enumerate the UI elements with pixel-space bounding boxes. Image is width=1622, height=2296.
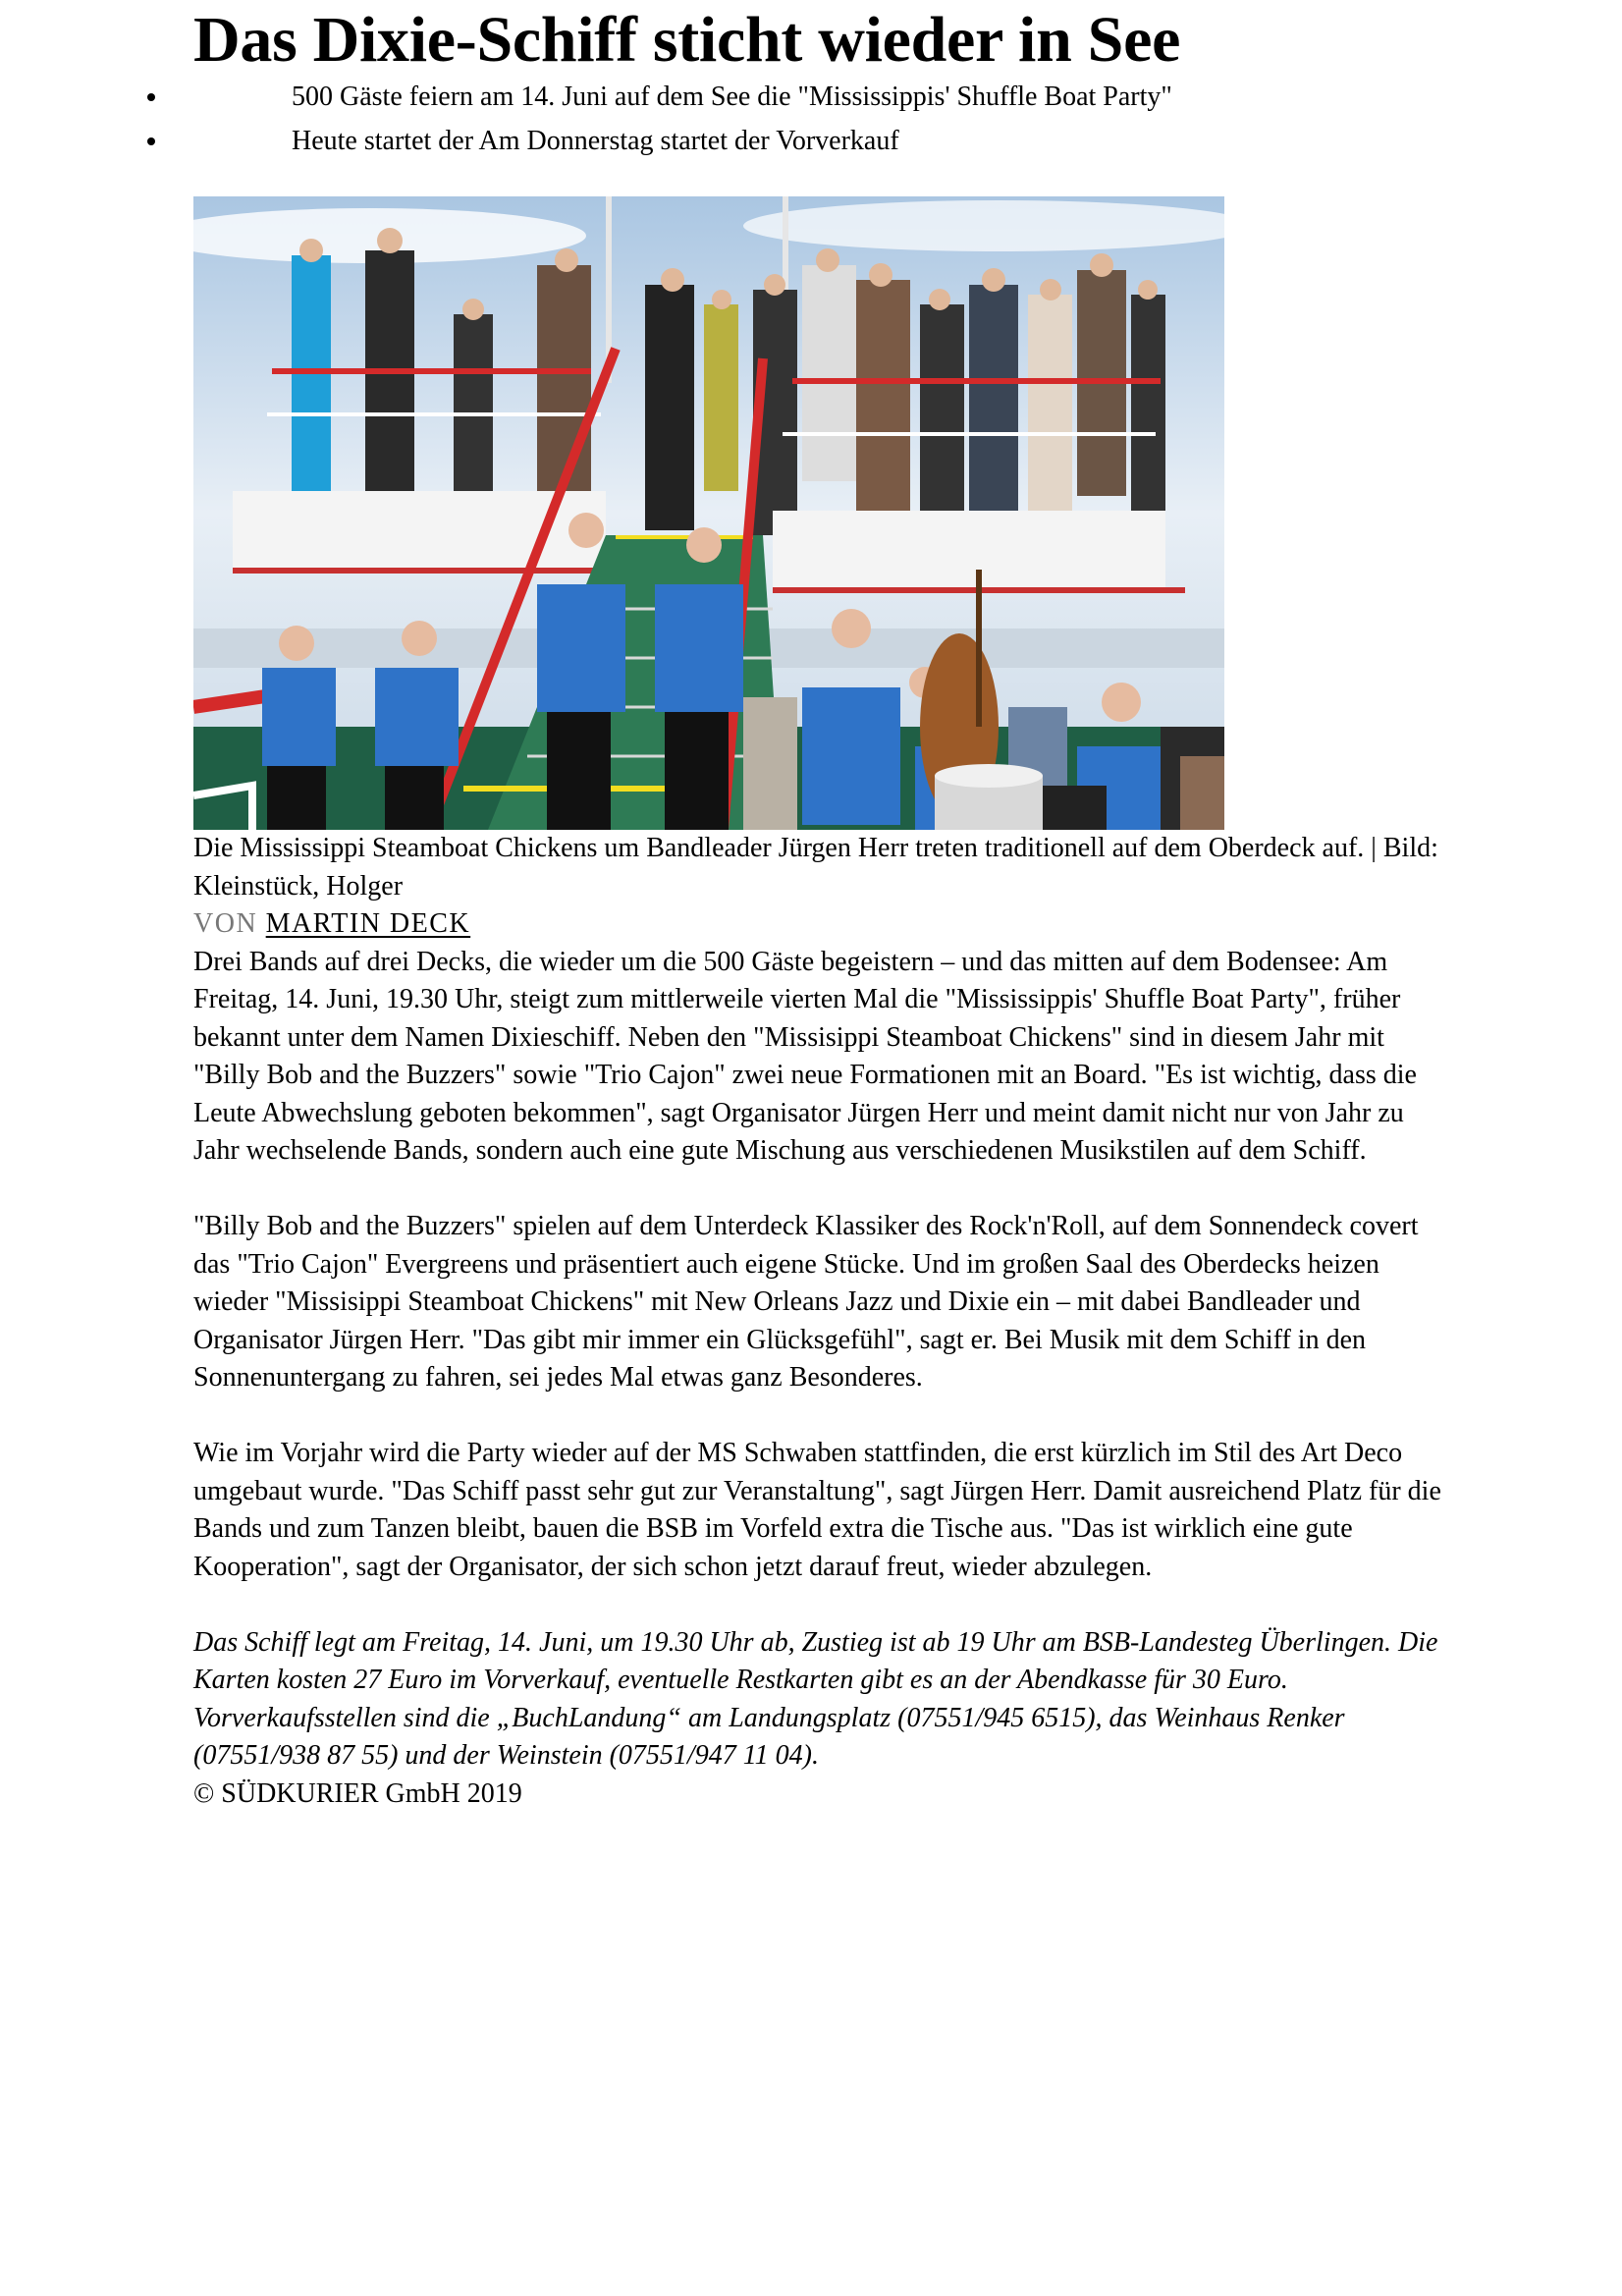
- photo-caption: Die Mississippi Steamboat Chickens um Bandleader Jürgen Herr treten traditionell auf dem Oberdeck auf. | Bild: Kleinstück, Holger: [193, 833, 1438, 902]
- author-link[interactable]: MARTIN DECK: [265, 908, 471, 939]
- article-photo: [193, 196, 1224, 830]
- info-box: Das Schiff legt am Freitag, 14. Juni, um 19.30 Uhr ab, Zustieg ist ab 19 Uhr am BSB-Landesteg Überlingen. Die Karten kosten 27 Euro im Vorverkauf, eventuelle Restkarten gibt es an der Abendkasse für 30 Euro. Vorverkaufsstellen sind die „BuchLandung“ am Landungsplatz (07551/945 6515), das Weinhaus Renker (07551/938 87 55) und der Weinstein (07551/947 11 04).: [193, 1626, 1438, 1771]
- bullet-icon: [147, 93, 155, 101]
- copyright: © SÜDKURIER GmbH 2019: [193, 1777, 522, 1809]
- bullet-icon: [147, 137, 155, 145]
- teaser-item: [147, 119, 1522, 163]
- paragraph-spacer: [193, 1586, 1450, 1624]
- article-title: Das Dixie-Schiff sticht wieder in See: [193, 4, 1181, 76]
- byline-prefix: VON: [193, 908, 258, 939]
- teaser-item: [147, 75, 1522, 119]
- article-body: [193, 830, 1450, 1813]
- teaser-text: 500 Gäste feiern am 14. Juni auf dem See die "Mississippis' Shuffle Boat Party": [292, 82, 1172, 112]
- paragraph: "Billy Bob and the Buzzers" spielen auf dem Unterdeck Klassiker des Rock'n'Roll, auf dem Sonnendeck covert das "Trio Cajon" Evergreens und präsentiert auch eigene Stücke. Und im großen Saal des Oberdecks heizen wieder "Missisippi Steamboat Chickens" mit New Orleans Jazz und Dixie ein – mit dabei Bandleader und Organisator Jürgen Herr. "Das gibt mir immer ein Glücksgefühl", sagt er. Bei Musik mit dem Schiff in den Sonnenuntergang zu fahren, sei jedes Mal etwas ganz Besonderes.: [193, 1211, 1419, 1393]
- photo-image: [193, 196, 1224, 830]
- paragraph-spacer: [193, 1397, 1450, 1436]
- teaser-list: [147, 75, 1522, 163]
- byline: [193, 905, 1450, 944]
- paragraph: Drei Bands auf drei Decks, die wieder um die 500 Gäste begeistern – und das mitten auf dem Bodensee: Am Freitag, 14. Juni, 19.30 Uhr, steigt zum mittlerweile vierten Mal die "Mississippis' Shuffle Boat Party", früher bekannt unter dem Namen Dixieschiff. Neben den "Missisippi Steamboat Chickens" sind in diesem Jahr mit "Billy Bob and the Buzzers" sowie "Trio Cajon" zwei neue Formationen mit an Board. "Es ist wichtig, dass die Leute Abwechslung geboten bekommen", sagt Organisator Jürgen Herr und meint damit nicht nur von Jahr zu Jahr wechselende Bands, sondern auch eine gute Mischung aus verschiedenen Musikstilen auf dem Schiff.: [193, 946, 1417, 1166]
- teaser-text: Heute startet der Am Donnerstag startet der Vorverkauf: [292, 126, 899, 156]
- paragraph-spacer: [193, 1171, 1450, 1209]
- paragraph: Wie im Vorjahr wird die Party wieder auf der MS Schwaben stattfinden, die erst kürzlich im Stil des Art Deco umgebaut wurde. "Das Schiff passt sehr gut zur Veranstaltung", sagt Jürgen Herr. Damit ausreichend Platz für die Bands und zum Tanzen bleibt, bauen die BSB im Vorfeld extra die Tische aus. "Das ist wirklich eine gute Kooperation", sagt der Organisator, der sich schon jetzt darauf freut, wieder abzulegen.: [193, 1438, 1441, 1582]
